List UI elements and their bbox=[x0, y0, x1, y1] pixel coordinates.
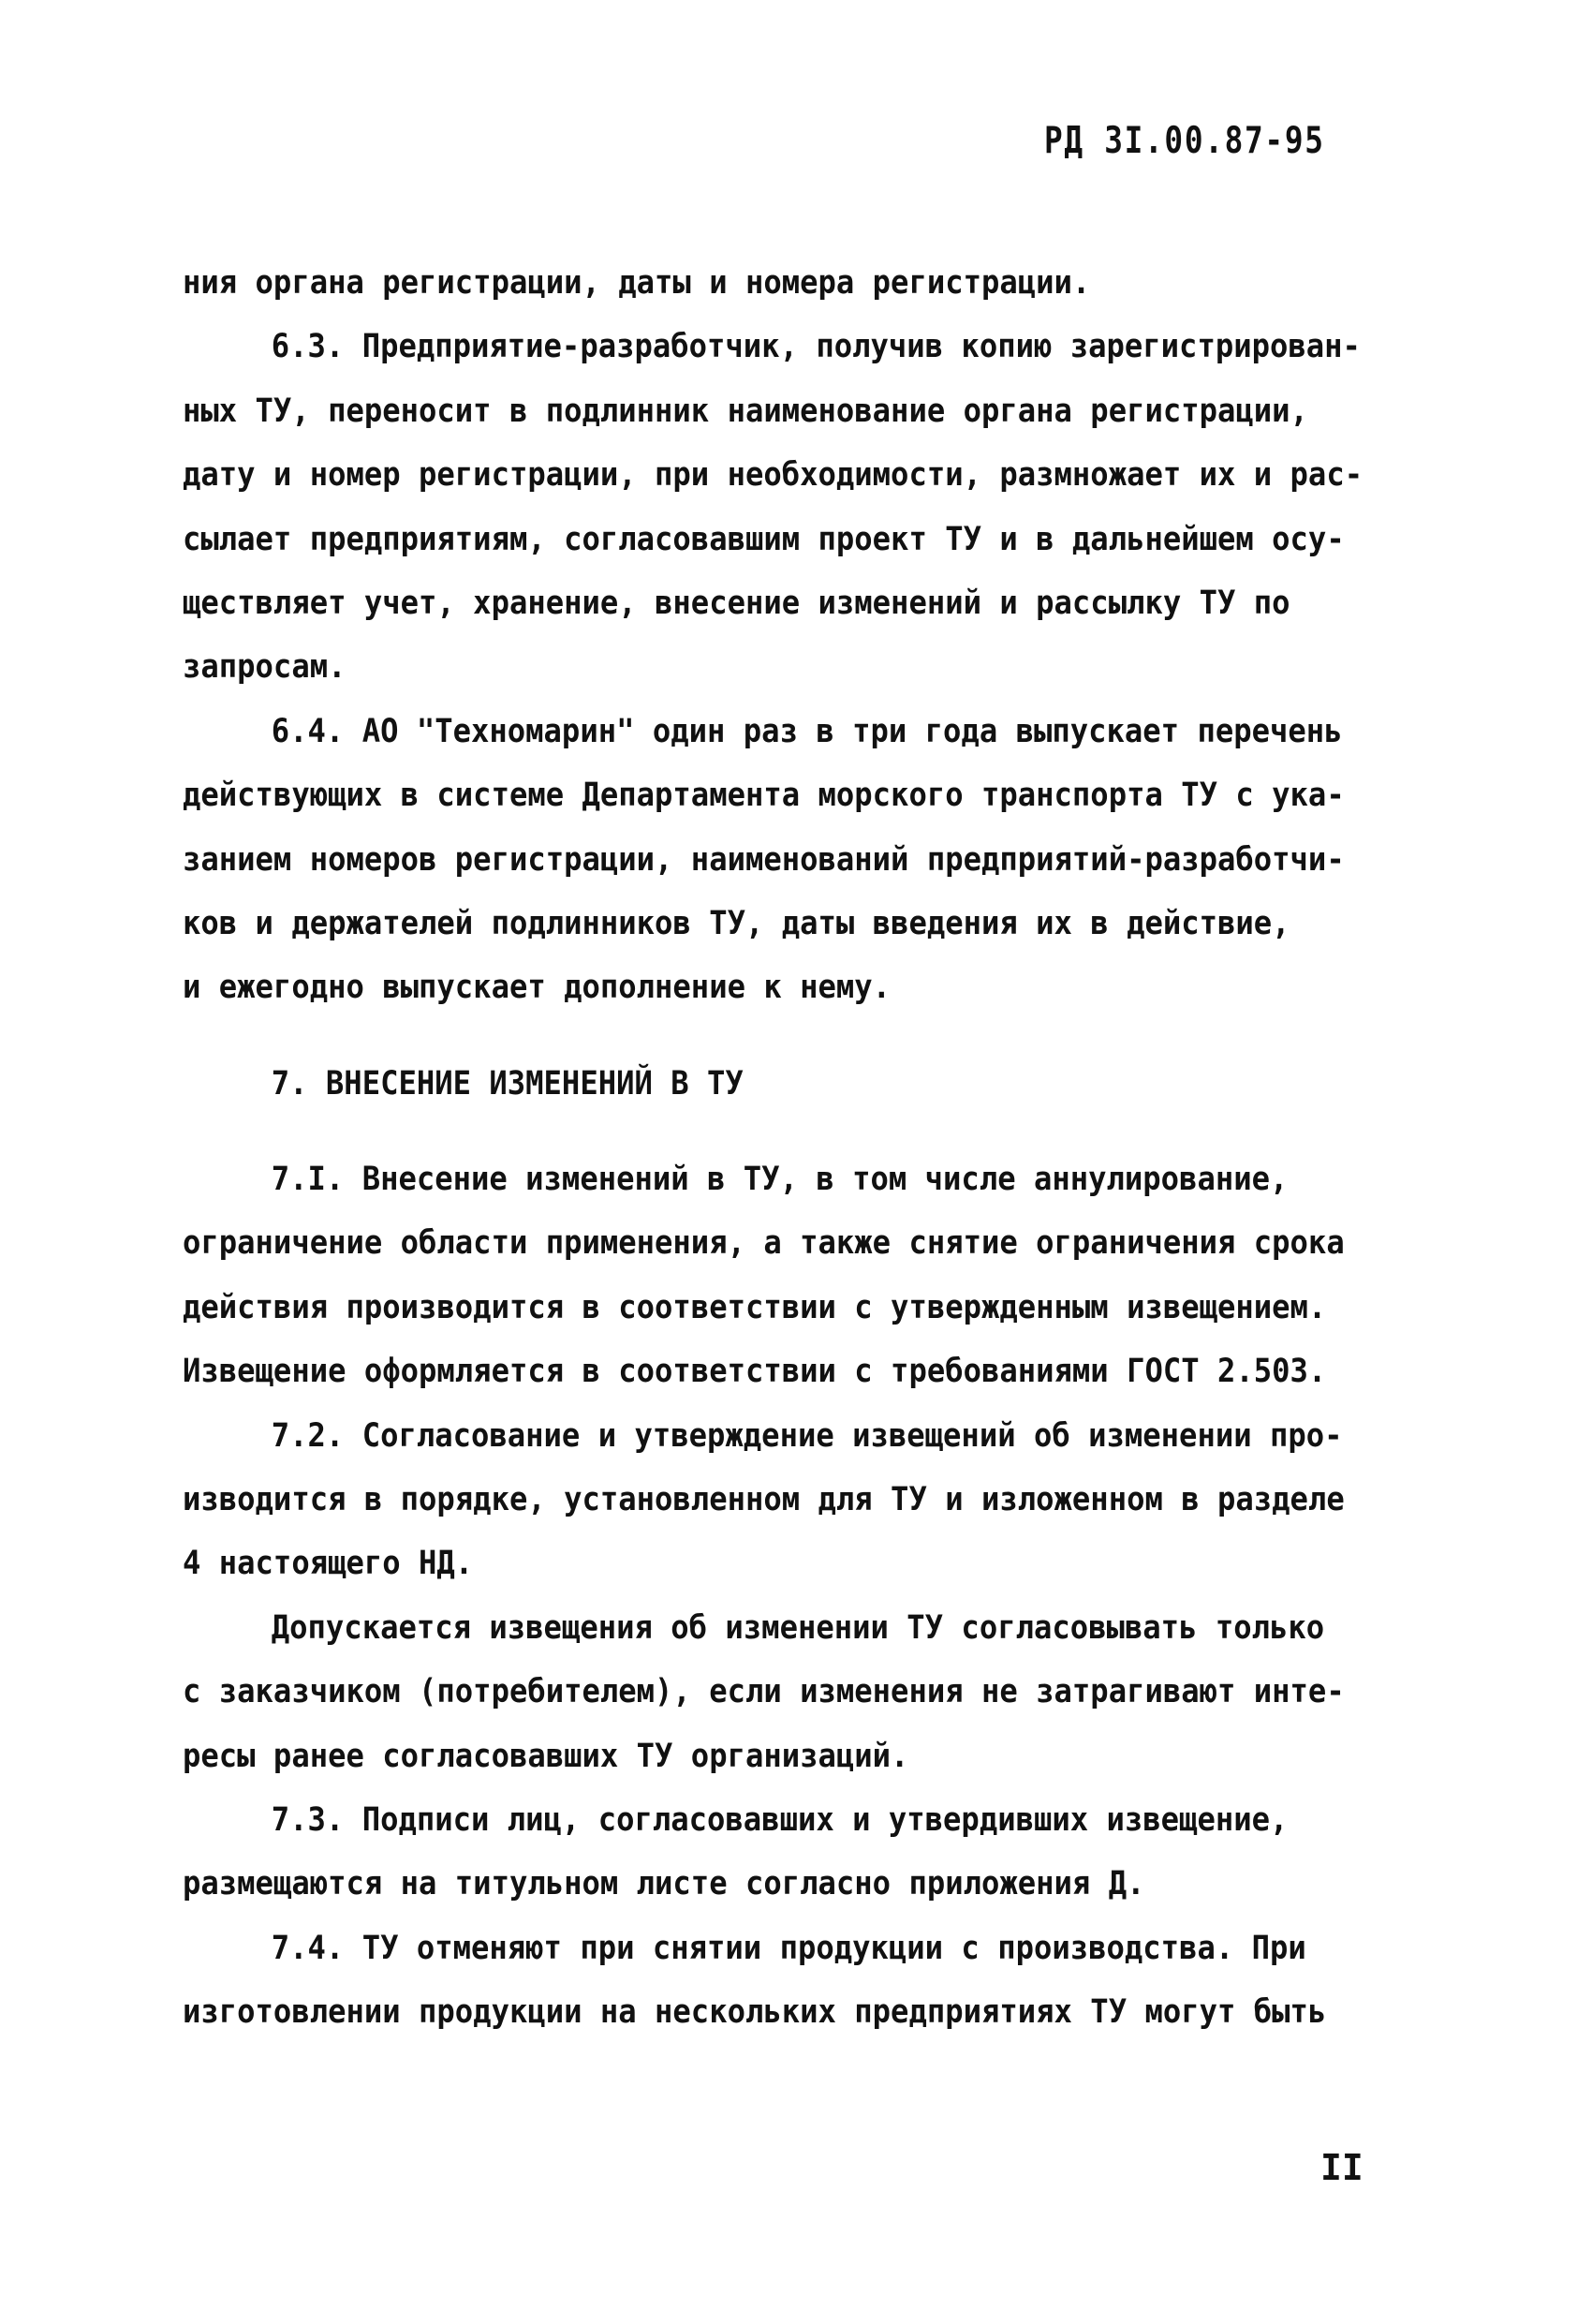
text-line: ресы ранее согласовавших ТУ организаций. bbox=[183, 1737, 909, 1775]
document-code-header: РД 3I.00.87-95 bbox=[1044, 120, 1325, 162]
page-number: II bbox=[1320, 2147, 1364, 2188]
section-7-heading: 7. ВНЕСЕНИЕ ИЗМЕНЕНИЙ В ТУ bbox=[271, 1064, 744, 1103]
text-line: дату и номер регистрации, при необходимости, размножает их и рас- bbox=[183, 456, 1364, 495]
text-line: ков и держателей подлинников ТУ, даты введения их в действие, bbox=[183, 904, 1290, 942]
text-line: ограничение области применения, а также снятие ограничения срока bbox=[183, 1224, 1345, 1263]
text-line: сылает предприятиям, согласовавшим проект ТУ и в дальнейшем осу- bbox=[183, 520, 1345, 558]
text-line: ния органа регистрации, даты и номера регистрации. bbox=[183, 264, 1091, 302]
paragraph-7-2-start: 7.2. Согласование и утверждение извещений об изменении про- bbox=[271, 1416, 1343, 1455]
paragraph-7-3-start: 7.3. Подписи лиц, согласовавших и утвердивших извещение, bbox=[271, 1800, 1289, 1839]
text-line: размещаются на титульном листе согласно приложения Д. bbox=[183, 1865, 1145, 1903]
text-line: с заказчиком (потребителем), если изменения не затрагивают инте- bbox=[183, 1673, 1345, 1711]
paragraph-6-3-start: 6.3. Предприятие-разработчик, получив копию зарегистрирован- bbox=[271, 328, 1361, 366]
text-line: ных ТУ, переносит в подлинник наименование органа регистрации, bbox=[183, 392, 1308, 430]
text-line: изготовлении продукции на нескольких предприятиях ТУ могут быть bbox=[183, 1993, 1327, 2032]
paragraph-7-1-start: 7.I. Внесение изменений в ТУ, в том числе аннулирование, bbox=[271, 1161, 1289, 1199]
text-line: ществляет учет, хранение, внесение изменений и рассылку ТУ по bbox=[183, 584, 1290, 622]
document-body bbox=[183, 251, 1447, 2045]
text-line: действия производится в соответствии с утвержденным извещением. bbox=[183, 1288, 1327, 1326]
paragraph-6-4-start: 6.4. АО "Техномарин" один раз в три года выпускает перечень bbox=[271, 712, 1343, 750]
section-gap bbox=[183, 1116, 1447, 1147]
text-line: действующих в системе Департамента морского транспорта ТУ с ука- bbox=[183, 777, 1345, 815]
paragraph-permission-start: Допускается извещения об изменении ТУ согласовывать только bbox=[271, 1608, 1325, 1647]
text-line: занием номеров регистрации, наименований предприятий-разработчи- bbox=[183, 840, 1345, 879]
text-line: и ежегодно выпускает дополнение к нему. bbox=[183, 969, 892, 1007]
text-line: 4 настоящего НД. bbox=[183, 1545, 474, 1583]
paragraph-7-4-start: 7.4. ТУ отменяют при снятии продукции с производства. При bbox=[271, 1929, 1306, 1967]
text-line: Извещение оформляется в соответствии с требованиями ГОСТ 2.503. bbox=[183, 1353, 1327, 1391]
text-line: запросам. bbox=[183, 648, 346, 687]
section-gap bbox=[183, 1020, 1447, 1052]
text-line: изводится в порядке, установленном для ТУ и изложенном в разделе bbox=[183, 1481, 1345, 1519]
